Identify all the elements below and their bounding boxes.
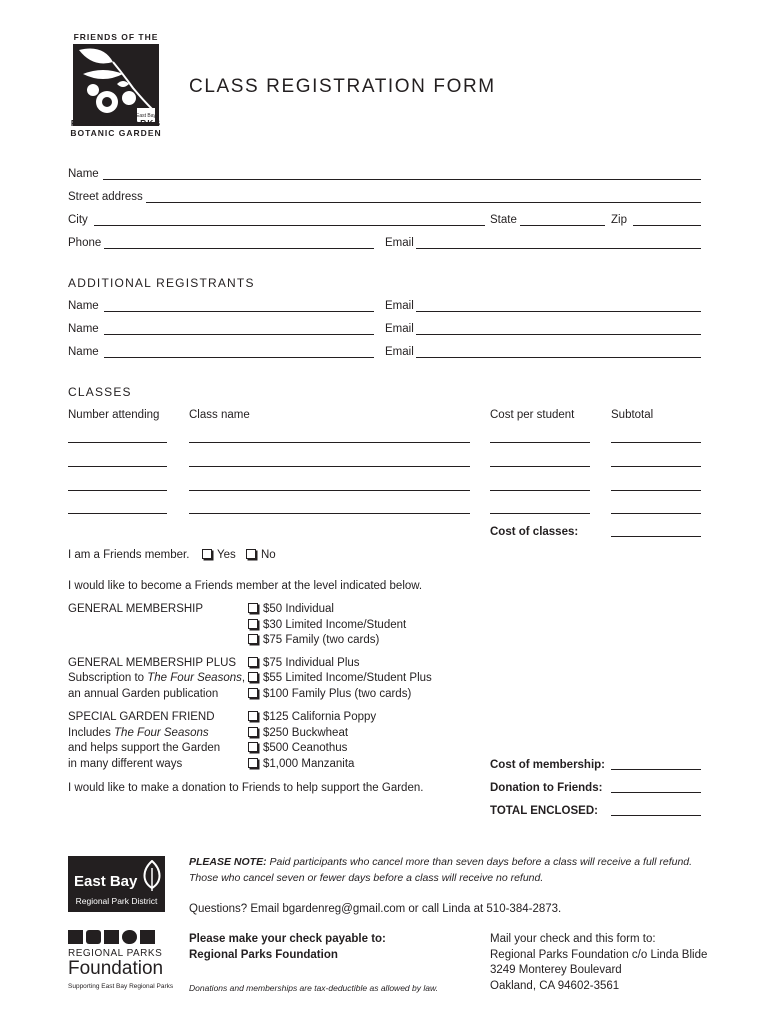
cost-of-membership-field[interactable] [611,769,701,770]
street-field[interactable] [146,202,701,203]
class-name-field[interactable] [189,466,470,467]
special-option[interactable]: $500 Ceanothus [248,741,347,756]
checkbox-icon[interactable] [246,549,256,559]
leaf-icon [142,860,162,892]
plus-option[interactable]: $100 Family Plus (two cards) [248,687,411,702]
special-option[interactable]: $1,000 Manzanita [248,757,354,772]
plus-membership-title: GENERAL MEMBERSHIP PLUS [68,657,237,669]
name-label: Name [68,168,99,180]
checkbox-icon[interactable] [248,634,258,644]
zip-field[interactable] [633,225,701,226]
become-member-text: I would like to become a Friends member at the level indicated below. [68,580,423,592]
city-field[interactable] [94,225,485,226]
state-field[interactable] [520,225,605,226]
email-label: Email [385,237,414,249]
logo-art [73,44,159,126]
mail-line: Oakland, CA 94602-3561 [490,980,620,992]
subtotal-field[interactable] [611,490,701,491]
additional-email-field[interactable] [416,311,701,312]
special-friend-desc3: in many different ways [68,758,183,770]
col-subtotal: Subtotal [611,409,654,421]
number-attending-field[interactable] [68,442,167,443]
street-label: Street address [68,191,143,203]
mail-line: Regional Parks Foundation c/o Linda Blide [490,949,708,961]
additional-name-field[interactable] [104,357,374,358]
rpf-logo-line3: Supporting East Bay Regional Parks [68,983,174,990]
total-enclosed-field[interactable] [611,815,701,816]
plant-icon [73,44,159,126]
col-class-name: Class name [189,409,250,421]
additional-name-field[interactable] [104,334,374,335]
member-yes-option[interactable] [202,548,236,562]
classes-heading: CLASSES [68,385,132,399]
rpf-logo-line2: Foundation [68,958,164,979]
email-field[interactable] [416,248,701,249]
checkbox-icon[interactable] [248,657,258,667]
general-option[interactable]: $75 Family (two cards) [248,633,379,648]
cost-per-student-field[interactable] [490,513,590,514]
additional-email-field[interactable] [416,334,701,335]
checkbox-icon[interactable] [248,603,258,613]
cost-per-student-field[interactable] [490,442,590,443]
additional-name-field[interactable] [104,311,374,312]
member-no-label: No [261,549,276,561]
questions-text: Questions? Email bgardenreg@gmail.com or call Linda at 510-384-2873. [189,903,562,915]
checkbox-icon[interactable] [248,619,258,629]
general-membership-title: GENERAL MEMBERSHIP [68,603,204,615]
additional-name-label: Name [68,323,99,335]
rpf-logo-line1: REGIONAL PARKS [68,948,163,959]
payable-to: Regional Parks Foundation [189,949,338,961]
checkbox-icon[interactable] [248,758,258,768]
sun-icon [122,930,137,944]
checkbox-icon[interactable] [248,711,258,721]
member-no-option[interactable] [246,548,276,562]
number-attending-field[interactable] [68,513,167,514]
class-name-field[interactable] [189,513,470,514]
city-label: City [68,214,88,226]
logo-text-top: FRIENDS OF THE [73,32,159,42]
class-name-field[interactable] [189,490,470,491]
plus-option[interactable]: $55 Limited Income/Student Plus [248,671,432,686]
checkbox-icon[interactable] [248,672,258,682]
additional-email-label: Email [385,300,414,312]
plus-membership-desc: Subscription to The Four Seasons, [68,672,246,684]
member-yes-label: Yes [217,549,236,561]
special-friend-title: SPECIAL GARDEN FRIEND [68,711,215,723]
additional-email-label: Email [385,323,414,335]
additional-name-label: Name [68,346,99,358]
cost-of-membership-label: Cost of membership: [490,759,606,771]
cost-per-student-field[interactable] [490,466,590,467]
number-attending-field[interactable] [68,466,167,467]
special-friend-desc2: and helps support the Garden [68,742,221,754]
cost-of-classes-field[interactable] [611,536,701,537]
special-option[interactable]: $250 Buckwheat [248,726,348,741]
special-friend-desc: Includes The Four Seasons [68,727,209,739]
rpf-icons [68,930,155,944]
col-cost-per-student: Cost per student [490,409,575,421]
member-question: I am a Friends member. [68,549,190,561]
cost-of-classes-label: Cost of classes: [490,526,579,538]
checkbox-icon[interactable] [202,549,212,559]
checkbox-icon[interactable] [248,742,258,752]
tax-note: Donations and memberships are tax-deductible as allowed by law. [189,983,438,993]
ebrpd-logo-title: East Bay [74,873,138,890]
form-title: CLASS REGISTRATION FORM [189,76,496,97]
general-option[interactable]: $30 Limited Income/Student [248,618,406,633]
plus-option[interactable]: $75 Individual Plus [248,656,360,671]
friends-logo [68,30,164,140]
refund-note-2: Those who cancel seven or fewer days before a class will receive no refund. [189,872,544,884]
ebrpd-logo [68,856,165,912]
bird-icon [68,930,83,944]
donation-field[interactable] [611,792,701,793]
subtotal-field[interactable] [611,466,701,467]
state-label: State [490,214,517,226]
total-enclosed-label: TOTAL ENCLOSED: [490,805,598,817]
logo-text-mid: REGIONAL PARKS [70,118,162,128]
logo-text-bottom: BOTANIC GARDEN [70,128,162,138]
rpf-logo [68,930,174,994]
zip-label: Zip [611,214,627,226]
number-attending-field[interactable] [68,490,167,491]
hiker-icon [104,930,119,944]
donation-label: Donation to Friends: [490,782,603,794]
logo-badge: East Bay [135,113,157,119]
col-number-attending: Number attending [68,409,160,421]
mail-line: 3249 Monterey Boulevard [490,964,622,976]
name-field[interactable] [103,179,701,180]
subtotal-field[interactable] [611,442,701,443]
flower-icon [86,930,101,944]
tree-icon [140,930,155,944]
checkbox-icon[interactable] [248,727,258,737]
phone-label: Phone [68,237,102,249]
additional-heading: ADDITIONAL REGISTRANTS [68,276,255,290]
additional-name-label: Name [68,300,99,312]
general-option[interactable]: $50 Individual [248,602,334,617]
class-name-field[interactable] [189,442,470,443]
phone-field[interactable] [104,248,374,249]
additional-email-label: Email [385,346,414,358]
subtotal-field[interactable] [611,513,701,514]
ebrpd-logo-subtitle: Regional Park District [75,896,158,906]
special-option[interactable]: $125 California Poppy [248,710,376,725]
checkbox-icon[interactable] [248,688,258,698]
refund-note: PLEASE NOTE: Paid participants who cancel more than seven days before a class will receive a full refund. [189,856,693,868]
mail-heading: Mail your check and this form to: [490,933,656,945]
payable-heading: Please make your check payable to: [189,933,386,945]
plus-membership-desc2: an annual Garden publication [68,688,219,700]
cost-per-student-field[interactable] [490,490,590,491]
donation-text: I would like to make a donation to Friends to help support the Garden. [68,782,424,794]
additional-email-field[interactable] [416,357,701,358]
